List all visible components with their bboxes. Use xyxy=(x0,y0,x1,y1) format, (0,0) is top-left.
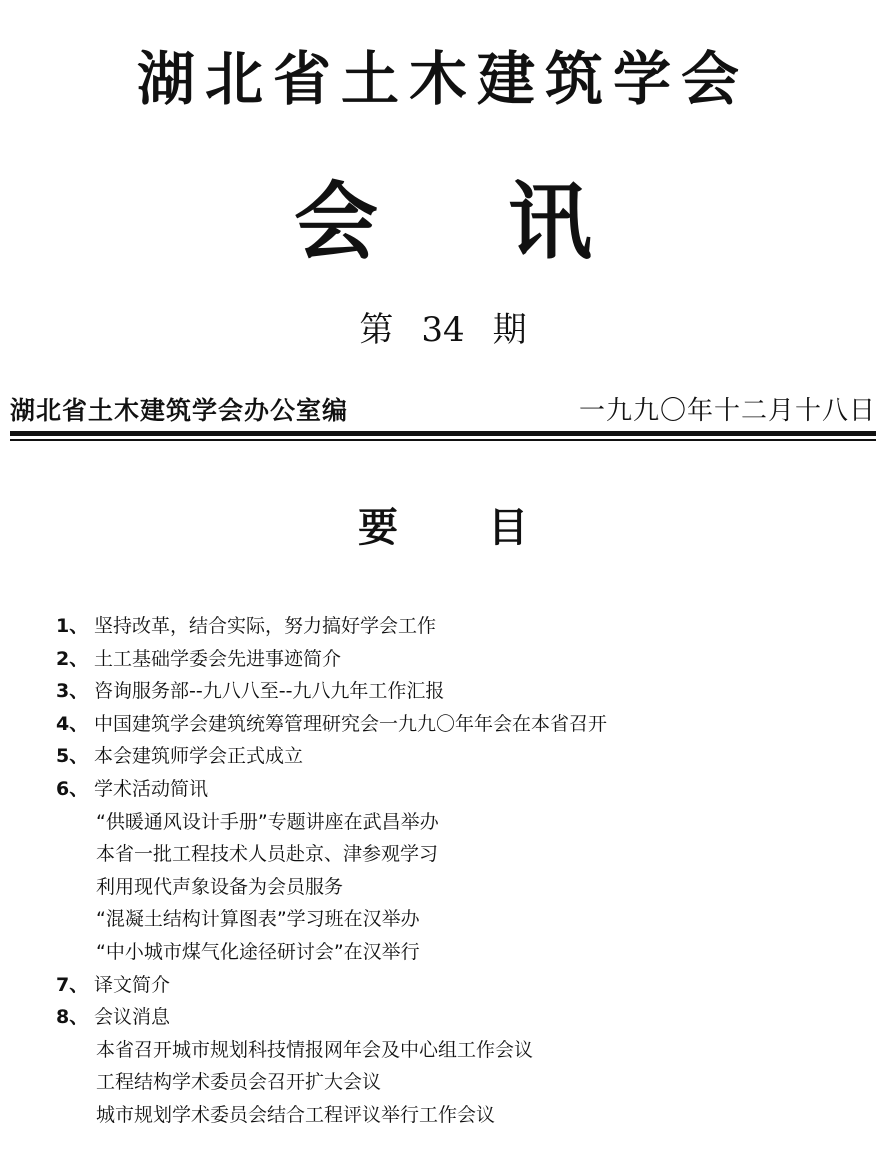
newsletter-title: 会讯 xyxy=(293,173,722,271)
contents-item-number: 3、 xyxy=(56,680,89,703)
contents-item xyxy=(56,773,856,806)
contents-subitem xyxy=(56,1034,856,1067)
contents-item-text: 咨询服务部--九八八至--九八九年工作汇报 xyxy=(94,680,445,703)
contents-item-text: 土工基础学委会先进事迹简介 xyxy=(94,647,342,670)
contents-item-number: 2、 xyxy=(56,647,89,670)
contents-item xyxy=(56,708,856,741)
masthead-rule-thin xyxy=(10,439,876,441)
issue-label xyxy=(0,308,886,352)
contents-item-text: 会议消息 xyxy=(94,1006,171,1029)
contents-item-text: 本省召开城市规划科技情报网年会及中心组工作会议 xyxy=(96,1038,534,1061)
contents-item-text: 工程结构学术委员会召开扩大会议 xyxy=(96,1071,382,1094)
issue-number: 34 xyxy=(421,310,465,350)
contents-item-text: 中国建筑学会建筑统筹管理研究会一九九〇年年会在本省召开 xyxy=(94,712,608,735)
contents-item xyxy=(56,969,856,1002)
contents-list xyxy=(56,610,856,1132)
contents-item-number: 5、 xyxy=(56,745,89,768)
contents-item-text: 译文简介 xyxy=(94,973,171,996)
contents-item-number: 7、 xyxy=(56,973,89,996)
contents-heading: 要目 xyxy=(358,505,618,551)
contents-subitem xyxy=(56,1066,856,1099)
issue-prefix: 第 xyxy=(359,310,394,350)
contents-subitem xyxy=(56,838,856,871)
masthead-meta xyxy=(10,388,876,428)
publication-date: 一九九〇年十二月十八日 xyxy=(578,396,876,426)
contents-item-text: 本省一批工程技术人员赴京、津参观学习 xyxy=(96,843,439,866)
contents-subitem xyxy=(56,1099,856,1132)
contents-item-number: 8、 xyxy=(56,1006,89,1029)
contents-subitem xyxy=(56,936,856,969)
contents-item-number: 1、 xyxy=(56,615,89,637)
issue-suffix: 期 xyxy=(492,310,527,350)
contents-item xyxy=(56,610,856,643)
contents-item xyxy=(56,740,856,773)
contents-subitem xyxy=(56,871,856,904)
contents-item-text: 坚持改革，结合实际，努力搞好学会工作 xyxy=(94,615,437,637)
contents-subitem xyxy=(56,806,856,839)
contents-item-number: 6、 xyxy=(56,777,89,800)
contents-item-text: “混凝土结构计算图表”学习班在汉举办 xyxy=(96,908,420,931)
editor-credit: 湖北省土木建筑学会办公室编 xyxy=(10,396,349,425)
contents-item xyxy=(56,643,856,676)
contents-item-text: “中小城市煤气化途径研讨会”在汉举行 xyxy=(96,940,420,963)
contents-item-text: 本会建筑师学会正式成立 xyxy=(94,745,304,768)
masthead-rule-thick xyxy=(10,431,876,436)
organization-title: 湖北省土木建筑学会 xyxy=(136,45,749,113)
contents-item xyxy=(56,1001,856,1034)
contents-item-text: 利用现代声象设备为会员服务 xyxy=(96,875,344,898)
contents-item-text: 城市规划学术委员会结合工程评议举行工作会议 xyxy=(96,1103,496,1126)
contents-item-text: “供暖通风设计手册”专题讲座在武昌举办 xyxy=(96,810,439,833)
contents-item xyxy=(56,675,856,708)
contents-item-text: 学术活动简讯 xyxy=(94,777,209,800)
contents-item-number: 4、 xyxy=(56,712,89,735)
contents-subitem xyxy=(56,903,856,936)
